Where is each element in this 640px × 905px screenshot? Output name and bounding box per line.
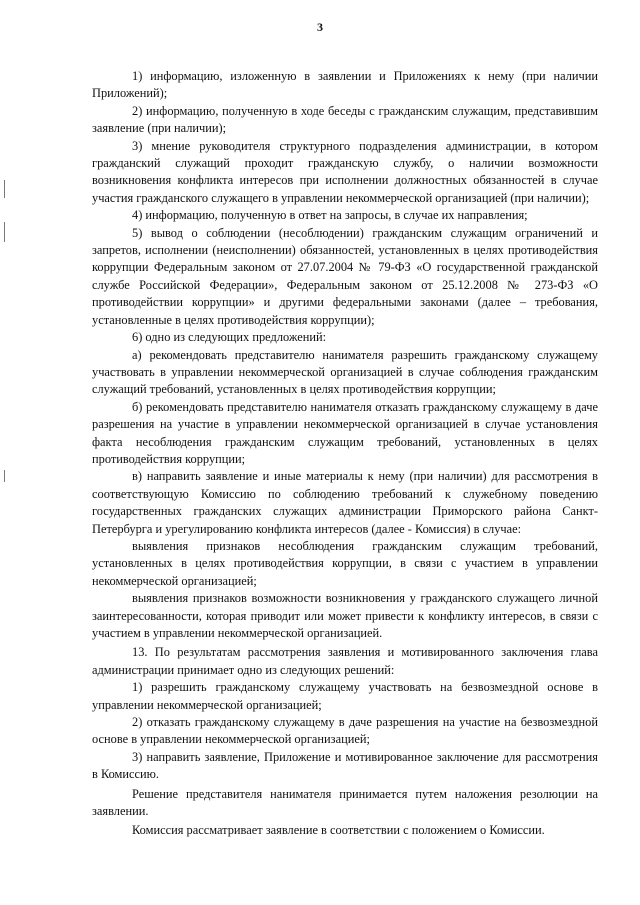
paragraph: 4) информацию, полученную в ответ на запросы, в случае их направления; xyxy=(132,208,528,223)
paragraph: Решение представителя нанимателя принимается путем наложения резолюции на заявлении. xyxy=(92,786,598,819)
paragraph: а) рекомендовать представителю нанимателя разрешить гражданскому служащему участвовать в управлении некоммерческой организацией в случае соблюдения гражданским служащий требований, установленных в целях противодействия коррупции; xyxy=(92,347,598,397)
paragraph: 1) информацию, изложенную в заявлении и Приложениях к нему (при наличии Приложений); xyxy=(92,69,598,101)
paragraph: 3) направить заявление, Приложение и мотивированное заключение для рассмотрения в Комиссию. xyxy=(92,749,598,782)
paragraph: 13. По результатам рассмотрения заявления и мотивированного заключения глава администрации принимает одно из следующих решений: xyxy=(92,645,598,677)
document-body xyxy=(92,68,598,840)
paragraph: 1) разрешить гражданскому служащему участвовать на безвозмездной основе в управлении некоммерческой организацией; xyxy=(92,680,598,712)
paragraph: 5) вывод о соблюдении (несоблюдении) гражданским служащим ограничений и запретов, исполнении (неисполнении) обязанностей, установленных в целях противодействия коррупции Федеральным законом от 27.07.2004 № 79-ФЗ «О государственной гражданской службе Российской Федерации», Федеральным законом от 25.12.2008 № 273-ФЗ «О противодействии коррупции» и другими федеральными законами (далее – требования, установленные в целях противодействия коррупции); xyxy=(92,225,598,327)
margin-scan-mark xyxy=(4,222,5,242)
paragraph: б) рекомендовать представителю нанимателя отказать гражданскому служащему в даче разрешения на участие в управлении некоммерческой организацией в случае установления факта несоблюдения гражданским служащим требований, установленных в целях противодействия коррупции; xyxy=(92,399,598,466)
paragraph: выявления признаков возможности возникновения у гражданского служащего личной заинтересованности, которая приводит или может привести к конфликту интересов, в связи с участием в управлении некоммерческой организацией. xyxy=(92,591,598,640)
paragraph: выявления признаков несоблюдения гражданским служащим требований, установленных в целях противодействия коррупции, в связи с участием в управлении некоммерческой организацией; xyxy=(92,538,598,588)
paragraph: 3) мнение руководителя структурного подразделения администрации, в котором гражданский служащий проходит гражданскую службу, о наличии возможности возникновения конфликта интересов при исполнении должностных обязанностей в случае участия гражданского служащего в управлении некоммерческой организацией (при наличии); xyxy=(92,138,598,205)
paragraph: в) направить заявление и иные материалы к нему (при наличии) для рассмотрения в соответствующую Комиссию по соблюдению требований к служебному поведению государственных гражданских служащих администрации Приморского района Санкт-Петербурга и урегулированию конфликта интересов (далее - Комиссия) в случае: xyxy=(92,469,598,536)
margin-scan-mark xyxy=(4,180,5,198)
paragraph: 2) информацию, полученную в ходе беседы с гражданским служащим, представившим заявление (при наличии); xyxy=(92,103,598,136)
margin-scan-mark xyxy=(4,470,5,482)
page-number: 3 xyxy=(317,20,323,34)
paragraph: Комиссия рассматривает заявление в соответствии с положением о Комиссии. xyxy=(132,823,545,838)
paragraph: 6) одно из следующих предложений: xyxy=(132,330,327,345)
paragraph: 2) отказать гражданскому служащему в даче разрешения на участие на безвозмездной основе в управлении некоммерческой организацией; xyxy=(92,715,598,747)
